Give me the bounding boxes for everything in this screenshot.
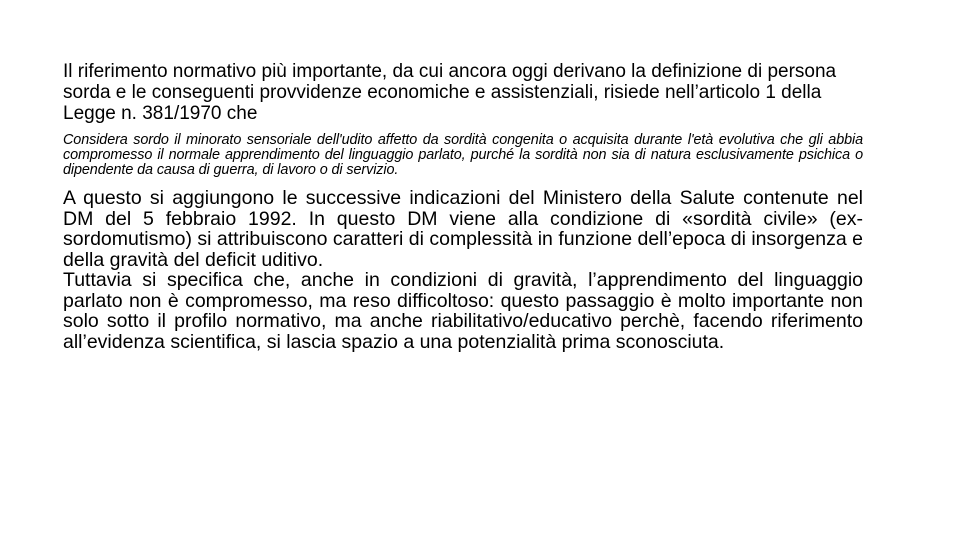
intro-paragraph: Il riferimento normativo più importante, da cui ancora oggi derivano la definizione di persona sorda e le conseguenti provvidenze economiche e assistenziali, risiede nell’articolo 1 della Legge n. 381/1970 che (63, 61, 837, 124)
slide-text-body (63, 61, 863, 352)
conclusion-paragraph: Tuttavia si specifica che, anche in condizioni di gravità, l’apprendimento del linguaggio parlato non è compromesso, ma reso difficoltoso: questo passaggio è molto importante non solo sotto il profilo normativo, ma anche riabilitativo/educativo perchè, facendo riferimento all’evidenza scientifica, si lascia spazio a una potenzialità prima sconosciuta. (63, 269, 863, 353)
law-quote-paragraph: Considera sordo il minorato sensoriale dell'udito affetto da sordità congenita o acquisita durante l'età evolutiva che gli abbia compromesso il normale apprendimento del linguaggio parlato, purché la sordità non sia di natura esclusivamente psichica o dipendente da causa di guerra, di lavoro o di servizio. (63, 132, 863, 178)
ministry-paragraph: A questo si aggiungono le successive indicazioni del Ministero della Salute contenute nel DM del 5 febbraio 1992. In questo DM viene alla condizione di «sordità civile» (ex-sordomutismo) si attribuiscono caratteri di complessità in funzione dell’epoca di insorgenza e della gravità del deficit uditivo. (63, 187, 863, 271)
